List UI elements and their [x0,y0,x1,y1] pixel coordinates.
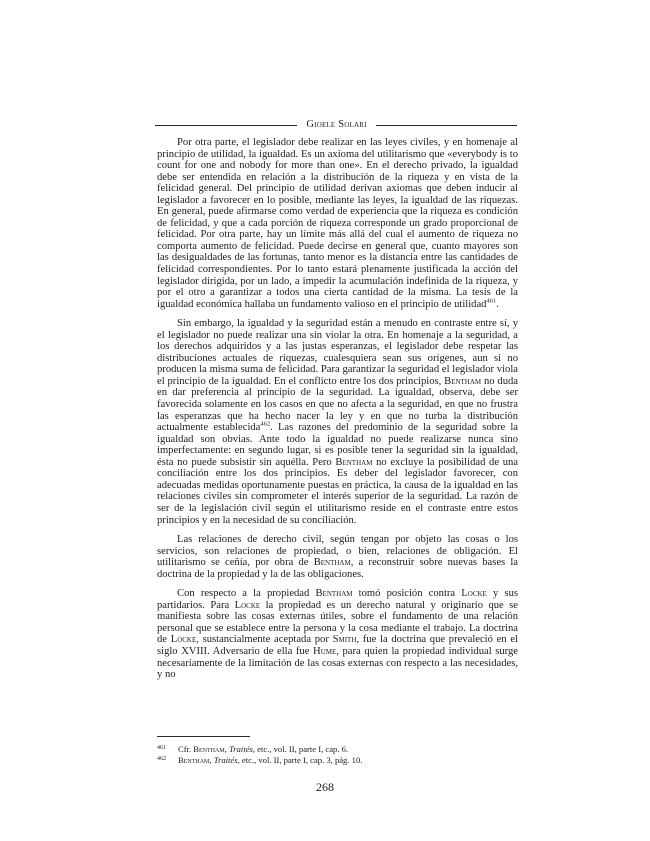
footnote-item [157,755,518,766]
paragraph-2-text-c: . Las razones del predominio de la seguridad sobre la igualdad son obvias. Ante todo la igualdad no puede realizarse nunca sino imperfectamente: en segundo lugar, si es posible tener la seguridad sin la igualdad, ésta no puede subsistir sin aquélla. Pero [157,422,518,468]
footnote-text [178,744,348,755]
paragraph-3-text: Las relaciones de derecho civil, según tengan por objeto las cosas o los servicios, son relaciones de propiedad, o bien, relaciones de obligación. El utilitarismo se ceñía, por obra de [157,534,518,569]
paragraph-4-text-g: , para quien la propiedad individual surge necesariamente de la limitación de las cosas externas con respecto a las necesidades, y no [157,645,518,681]
author-name: Bentham [178,755,210,765]
footnote-ref-detail: , etc., vol. II, parte I, cap. 3, pág. 10. [237,755,363,765]
main-text [157,137,518,681]
paragraph-4-text-c: y sus partidarios. Para [157,588,518,611]
paragraph-2-text: Sin embargo, la igualdad y la seguridad están a menudo en contraste entre sí, y el legislador no puede realizar una sin violar la otra. En homenaje a la seguridad, a los derechos adquiridos y a las justas esperanzas, el legislador debe respetar las distribuciones actuales de riquezas, cualesquiera sean sus orígenes, aun si no producen la misma suma de felicidad. Para garantizar la seguridad el legislador viola el principio de la igualdad. En el conflicto entre los dos principios, [157,318,518,387]
footnote-sep: , [209,755,214,765]
footnote-ref-462[interactable]: 462 [260,420,271,428]
author-name: Locke [461,588,487,600]
author-name: Bentham [315,588,353,600]
author-name: Bentham [193,744,225,754]
footnote-number: 462 [157,756,166,762]
paragraph-1-text: Por otra parte, el legislador debe realizar en las leyes civiles, y en homenaje al principio de utilidad, la igualdad. Es un axioma del utilitarismo que «everybody is to count for one and nobody for more than one». En el derecho privado, la igualdad debe ser entendida en relación a la distribución de la riqueza y en vista de la felicidad general. Del principio de utilidad derivan axiomas que deben inducir al legislador a favorecer en lo posible, mediante las leyes, la igualdad de las riquezas. En general, puede afirmarse como verdad de experiencia que la riqueza es condición de felicidad, y que a cada porción de riqueza corresponde un grado proporcional de felicidad. Por otra parte, hay un límite más allá del cual el aumento de riqueza no comporta aumento de felicidad. Puede decirse en general que, cuanto mayores son las desigualdades de las fortunas, tanto menor es la distancia entre las cantidades de felicidad correspondientes. Por lo tanto estará plenamente justificada la acción del legislador dirigida, por un lado, a impedir la acumulación indefinida de la riqueza, y por el otro a garantizar a todos una cierta cantidad de la misma. La tesis de la igualdad económica hallaba un fundamento valioso en el principio de utilidad [157,137,518,310]
footnote-number: 461 [157,745,166,751]
page-number: 268 [316,780,334,794]
footnote-separator [157,736,250,737]
paragraph-1: Por otra parte, el legislador debe realizar en las leyes civiles, y en homenaje al principio de utilidad, la igualdad. Es un axioma del utilitarismo que «everybody is to count for one and nobody for more than one». En el derecho privado, la igualdad debe ser entendida en relación a la distribución de la riqueza y en vista de la felicidad general. Del principio de utilidad derivan axiomas que deben inducir al legislador a favorecer en lo posible, mediante las leyes, la igualdad de las riquezas. En general, puede afirmarse como verdad de experiencia que la riqueza es condición de felicidad, y que a cada porción de riqueza corresponde un grado proporcional de felicidad. Por otra parte, hay un límite más allá del cual el aumento de riqueza no comporta aumento de felicidad. Puede decirse en general que, cuanto mayores son las desigualdades de las fortunas, tanto menor es la distancia entre las cantidades de felicidad correspondientes. Por lo tanto estará plenamente justificada la acción del legislador dirigida, por un lado, a impedir la acumulación indefinida de la riqueza, y por el otro a garantizar a todos una cierta cantidad de la misma. La tesis de la igualdad económica hallaba un fundamento valioso en el principio de utilidad$^{461}$. [157,137,518,310]
paragraph-3 [157,534,518,580]
running-title: Gioele Solari [306,119,367,130]
paragraph-2-text-b: no duda en dar preferencia al principio de la seguridad. La igualdad, observa, debe ser favorecida solamente en los casos en que no afecta a la seguridad, en que no frustra las esperanzas que ha hecho nacer la ley y en que no turba la distribución actualmente establecida [157,375,519,434]
footnote-sep: , [224,744,229,754]
work-title: Traités [213,755,238,765]
author-name: Bentham [335,456,373,468]
author-name: Smith [332,634,357,646]
author-name: Bentham [444,375,482,387]
paragraph-4-text-f: , fue la doctrina que prevaleció en el siglo XVIII. Adversario de ella fue [157,634,518,657]
footnotes [157,744,518,766]
author-name: Hume [313,645,337,657]
paragraph-4-text-b: tomó posición contra [352,588,462,600]
footnote-prefix: Cfr. [178,744,194,754]
paragraph-2 [157,318,518,526]
paragraph-2-text-d: no excluye la posibilidad de una conciliación entre los dos principios. Es deber del legislador favorecer, con adecuadas medidas oportunamente puestas en práctica, la causa de la igualdad en las relaciones civiles sin comprometer el interés superior de la seguridad. La razón de ser de la legislación civil según el utilitarismo reside en el contraste entre estos principios y en la necesidad de su conciliación. [157,456,519,526]
work-title: Traités [228,744,253,754]
running-header [155,117,517,133]
author-name: Bentham [313,557,351,569]
footnote-ref-461[interactable]: 461 [486,297,497,305]
header-rule-left [155,125,297,126]
header-rule-right [376,125,517,126]
footnote-text [178,755,362,766]
footnote-ref-detail: , etc., vol. II, parte I, cap. 6. [252,744,349,754]
paragraph-4 [157,588,518,680]
author-name: Locke [170,634,197,646]
footnote-item [157,744,518,755]
paragraph-4-text: Con respecto a la propiedad [177,588,316,600]
paragraph-3-text-b: , a reconstruir sobre nuevas bases la doctrina de la propiedad y la de las obligaciones. [157,557,518,580]
paragraph-4-text-e: , sustancialmente aceptada por [196,634,333,646]
author-name: Locke [234,599,261,611]
paragraph-4-text-d: la propiedad es un derecho natural y originario que se manifiesta sobre las cosas externas útiles, sobre el fundamento de una relación personal que se establece entre la persona y la cosa mediante el trabajo. La doctrina de [157,599,518,646]
